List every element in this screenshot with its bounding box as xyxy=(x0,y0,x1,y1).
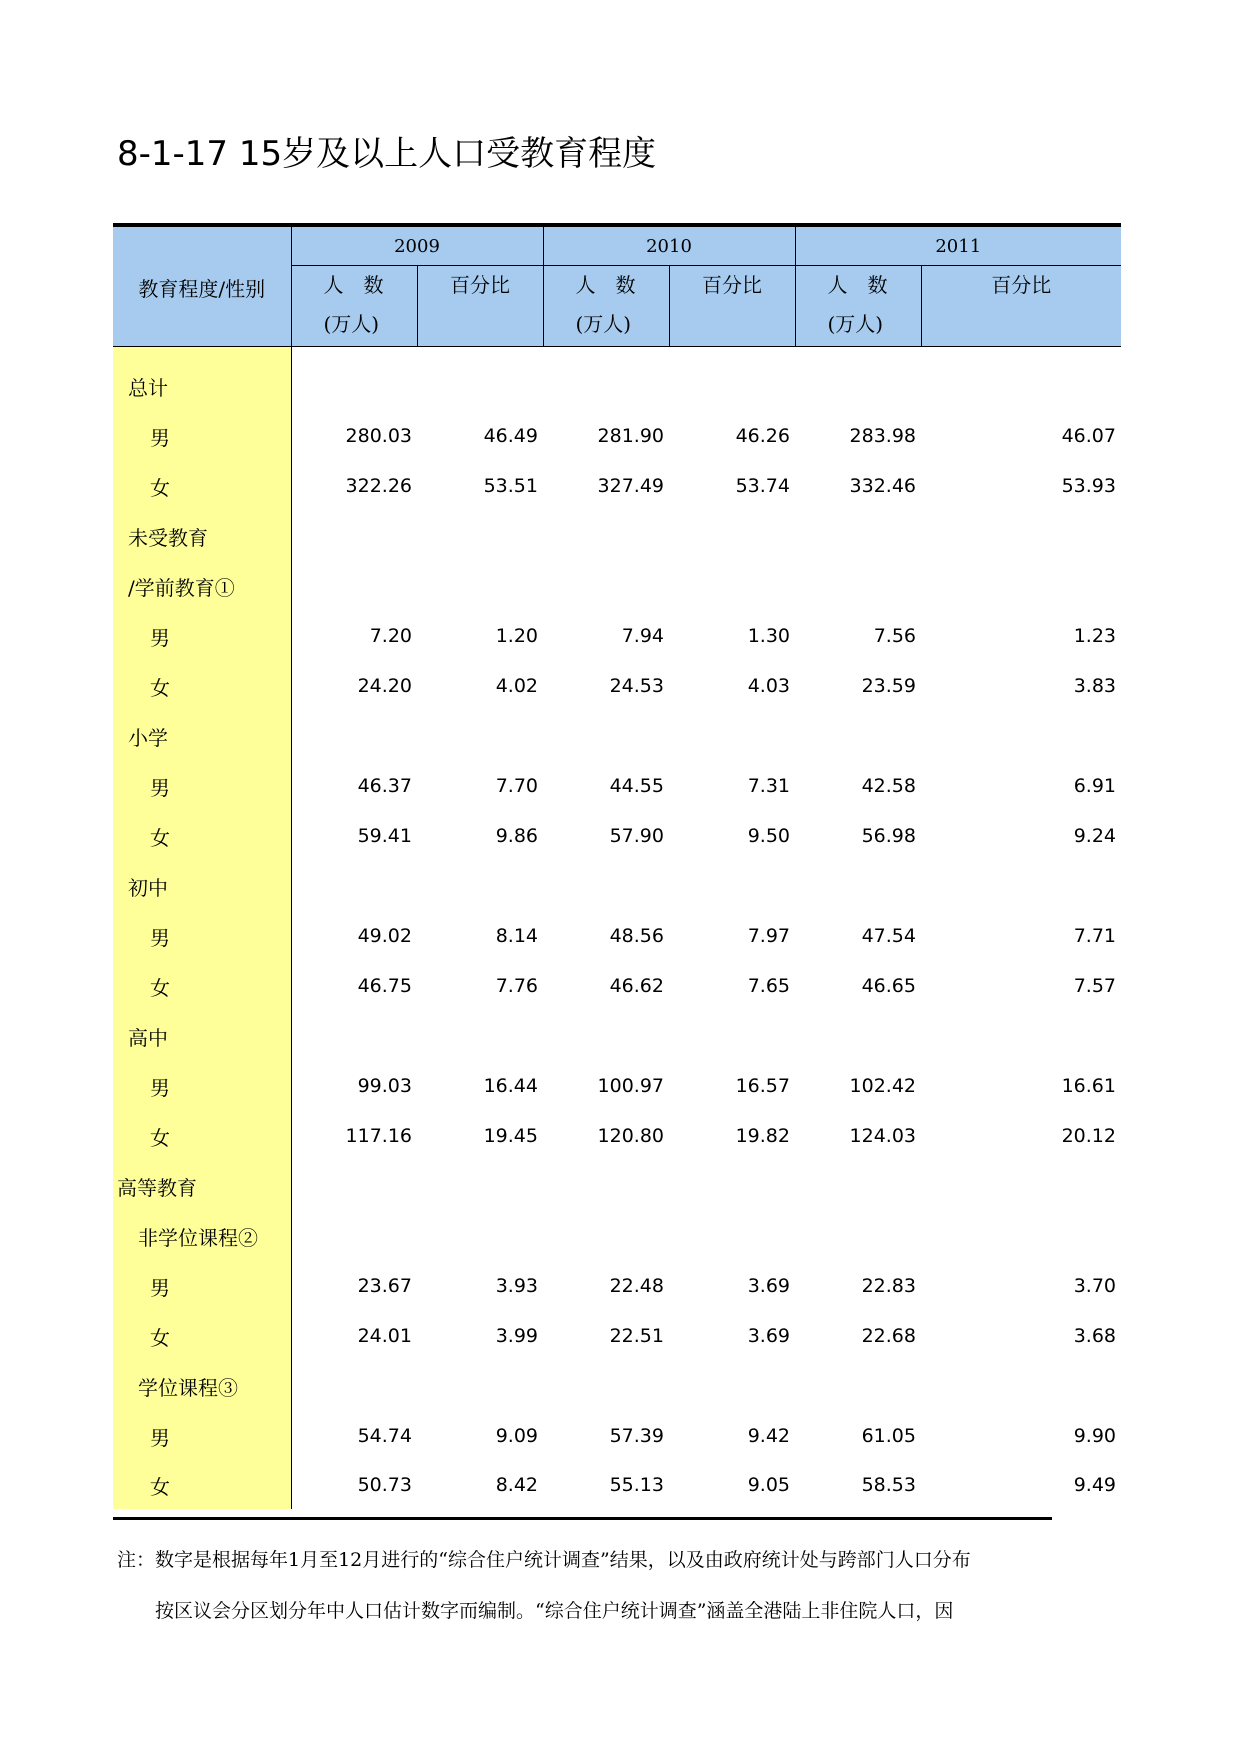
page-title: 8-1-17 15岁及以上人口受教育程度 xyxy=(117,134,657,174)
count-cell: 46.37 xyxy=(357,775,412,797)
row-label: 男 xyxy=(113,1261,291,1311)
count-cell: 7.20 xyxy=(369,625,412,647)
count-cell: 100.97 xyxy=(597,1075,664,1097)
percent-cell xyxy=(921,361,1121,411)
row-label: 男 xyxy=(113,611,291,661)
count-cell: 61.05 xyxy=(861,1425,916,1447)
count-cell xyxy=(543,1211,669,1261)
count-cell: 55.13 xyxy=(609,1474,664,1496)
table-row xyxy=(113,861,1121,911)
count-header xyxy=(291,266,417,347)
row-label: 非学位课程② xyxy=(113,1211,291,1261)
percent-cell: 9.86 xyxy=(495,825,538,847)
count-cell xyxy=(291,1361,417,1411)
count-cell xyxy=(795,861,921,911)
percent-cell xyxy=(669,1211,795,1261)
count-cell: 24.01 xyxy=(357,1325,412,1347)
count-cell xyxy=(543,861,669,911)
table-row xyxy=(113,961,1121,1011)
percent-cell: 53.74 xyxy=(735,475,790,497)
count-cell xyxy=(291,561,417,611)
count-cell: 22.48 xyxy=(609,1275,664,1297)
percent-cell: 16.61 xyxy=(1061,1075,1116,1097)
row-label: 女 xyxy=(113,1111,291,1161)
count-cell xyxy=(795,1361,921,1411)
row-label: 高等教育 xyxy=(113,1161,291,1211)
percent-cell: 46.07 xyxy=(1061,425,1116,447)
count-cell xyxy=(543,361,669,411)
count-cell: 46.65 xyxy=(861,975,916,997)
count-cell xyxy=(543,1361,669,1411)
row-label: 女 xyxy=(113,1311,291,1361)
count-header-line1: 人 数 xyxy=(827,273,888,297)
count-cell: 46.62 xyxy=(609,975,664,997)
percent-cell xyxy=(417,1211,543,1261)
percent-cell: 7.71 xyxy=(1073,925,1116,947)
percent-cell: 3.69 xyxy=(747,1325,790,1347)
percent-cell: 9.50 xyxy=(747,825,790,847)
percent-cell xyxy=(921,561,1121,611)
percent-cell: 1.23 xyxy=(1073,625,1116,647)
percent-cell: 3.70 xyxy=(1073,1275,1116,1297)
percent-cell xyxy=(669,1361,795,1411)
count-cell: 58.53 xyxy=(861,1474,916,1496)
count-cell: 57.39 xyxy=(609,1425,664,1447)
count-cell xyxy=(543,1161,669,1211)
count-cell xyxy=(543,711,669,761)
count-cell: 22.51 xyxy=(609,1325,664,1347)
percent-cell: 16.44 xyxy=(483,1075,538,1097)
count-cell xyxy=(795,1161,921,1211)
row-label: 小学 xyxy=(113,711,291,761)
percent-cell: 9.42 xyxy=(747,1425,790,1447)
percent-cell: 1.20 xyxy=(495,625,538,647)
table-row xyxy=(113,911,1121,961)
percent-cell: 7.57 xyxy=(1073,975,1116,997)
count-cell xyxy=(543,1011,669,1061)
count-cell: 48.56 xyxy=(609,925,664,947)
count-cell xyxy=(291,511,417,561)
table-row xyxy=(113,361,1121,411)
count-cell: 7.56 xyxy=(873,625,916,647)
table-row xyxy=(113,1061,1121,1111)
note-line-2: 按区议会分区划分年中人口估计数字而编制。“综合住户统计调查”涵盖全港陆上非住院人口，因 xyxy=(117,1600,954,1622)
year-header-2009: 2009 xyxy=(291,225,543,266)
count-cell: 22.68 xyxy=(861,1325,916,1347)
count-cell xyxy=(795,1211,921,1261)
percent-cell xyxy=(417,711,543,761)
row-label: 男 xyxy=(113,1411,291,1461)
row-label: 学位课程③ xyxy=(113,1361,291,1411)
row-label: 女 xyxy=(113,1461,291,1509)
percent-cell xyxy=(669,1011,795,1061)
count-cell xyxy=(795,561,921,611)
count-cell: 99.03 xyxy=(357,1075,412,1097)
percent-cell xyxy=(417,361,543,411)
count-cell xyxy=(291,1211,417,1261)
table-row xyxy=(113,1111,1121,1161)
count-cell xyxy=(795,511,921,561)
percent-header: 百分比 xyxy=(417,266,543,347)
row-label: 男 xyxy=(113,1061,291,1111)
count-cell: 23.59 xyxy=(861,675,916,697)
table-row xyxy=(113,661,1121,711)
percent-header: 百分比 xyxy=(921,266,1121,347)
count-cell: 22.83 xyxy=(861,1275,916,1297)
row-label: 男 xyxy=(113,911,291,961)
count-cell xyxy=(291,711,417,761)
count-cell xyxy=(291,361,417,411)
count-cell: 24.20 xyxy=(357,675,412,697)
percent-cell: 20.12 xyxy=(1061,1125,1116,1147)
percent-cell xyxy=(669,511,795,561)
row-label: 未受教育 xyxy=(113,511,291,561)
count-header-line2: (万人) xyxy=(323,312,380,336)
percent-cell xyxy=(921,711,1121,761)
table-bottom-border xyxy=(113,1517,1052,1520)
percent-cell xyxy=(921,1361,1121,1411)
count-cell: 322.26 xyxy=(345,475,412,497)
table-row xyxy=(113,611,1121,661)
row-label: 女 xyxy=(113,661,291,711)
percent-cell: 53.51 xyxy=(483,475,538,497)
percent-cell: 3.69 xyxy=(747,1275,790,1297)
count-cell: 57.90 xyxy=(609,825,664,847)
table-row xyxy=(113,1011,1121,1061)
count-header-line2: (万人) xyxy=(575,312,632,336)
percent-cell: 46.26 xyxy=(735,425,790,447)
count-header xyxy=(795,266,921,347)
percent-cell xyxy=(417,861,543,911)
row-label: /学前教育① xyxy=(113,561,291,611)
percent-cell xyxy=(417,1011,543,1061)
count-cell: 23.67 xyxy=(357,1275,412,1297)
table-row xyxy=(113,761,1121,811)
percent-cell: 9.09 xyxy=(495,1425,538,1447)
percent-cell: 3.83 xyxy=(1073,675,1116,697)
percent-cell: 7.65 xyxy=(747,975,790,997)
percent-cell: 46.49 xyxy=(483,425,538,447)
table-row xyxy=(113,1411,1121,1461)
row-label: 初中 xyxy=(113,861,291,911)
count-cell: 327.49 xyxy=(597,475,664,497)
percent-cell: 7.70 xyxy=(495,775,538,797)
count-cell xyxy=(543,561,669,611)
percent-cell: 3.93 xyxy=(495,1275,538,1297)
education-table xyxy=(113,223,1121,1509)
percent-cell xyxy=(921,1161,1121,1211)
percent-cell xyxy=(669,711,795,761)
count-cell: 117.16 xyxy=(345,1125,412,1147)
percent-cell: 8.14 xyxy=(495,925,538,947)
percent-cell: 7.97 xyxy=(747,925,790,947)
count-cell xyxy=(291,861,417,911)
percent-cell: 1.30 xyxy=(747,625,790,647)
percent-cell xyxy=(417,511,543,561)
count-cell: 56.98 xyxy=(861,825,916,847)
percent-cell: 16.57 xyxy=(735,1075,790,1097)
table-row xyxy=(113,461,1121,511)
row-label: 男 xyxy=(113,761,291,811)
percent-cell xyxy=(921,861,1121,911)
row-label: 女 xyxy=(113,461,291,511)
percent-cell xyxy=(417,561,543,611)
count-header-line1: 人 数 xyxy=(575,273,636,297)
count-cell: 42.58 xyxy=(861,775,916,797)
count-cell xyxy=(291,1161,417,1211)
table-row xyxy=(113,1361,1121,1411)
percent-cell: 9.90 xyxy=(1073,1425,1116,1447)
count-cell: 7.94 xyxy=(621,625,664,647)
count-header xyxy=(543,266,669,347)
table-row xyxy=(113,561,1121,611)
row-label: 女 xyxy=(113,811,291,861)
count-cell: 281.90 xyxy=(597,425,664,447)
header-year-row xyxy=(113,225,1121,266)
count-cell xyxy=(795,711,921,761)
percent-cell xyxy=(669,361,795,411)
count-cell: 24.53 xyxy=(609,675,664,697)
percent-cell: 7.76 xyxy=(495,975,538,997)
percent-cell: 3.68 xyxy=(1073,1325,1116,1347)
count-cell: 47.54 xyxy=(861,925,916,947)
table-row xyxy=(113,411,1121,461)
table-row xyxy=(113,811,1121,861)
percent-cell: 53.93 xyxy=(1061,475,1116,497)
count-cell xyxy=(543,511,669,561)
percent-cell xyxy=(417,1161,543,1211)
percent-header: 百分比 xyxy=(669,266,795,347)
spacer-row xyxy=(113,347,1121,362)
count-cell: 280.03 xyxy=(345,425,412,447)
row-label: 总计 xyxy=(113,361,291,411)
row-label: 男 xyxy=(113,411,291,461)
count-cell: 46.75 xyxy=(357,975,412,997)
percent-cell: 9.05 xyxy=(747,1474,790,1496)
percent-cell xyxy=(669,1161,795,1211)
label-cell xyxy=(113,347,291,362)
count-cell: 59.41 xyxy=(357,825,412,847)
count-header-line1: 人 数 xyxy=(323,273,384,297)
count-cell: 49.02 xyxy=(357,925,412,947)
table-row xyxy=(113,1261,1121,1311)
count-cell xyxy=(795,1011,921,1061)
table-row xyxy=(113,1311,1121,1361)
table-row xyxy=(113,511,1121,561)
percent-cell: 8.42 xyxy=(495,1474,538,1496)
count-header-line2: (万人) xyxy=(827,312,884,336)
count-cell: 124.03 xyxy=(849,1125,916,1147)
percent-cell xyxy=(669,561,795,611)
percent-cell xyxy=(417,1361,543,1411)
count-cell: 120.80 xyxy=(597,1125,664,1147)
percent-cell: 9.24 xyxy=(1073,825,1116,847)
table-row xyxy=(113,711,1121,761)
count-cell: 283.98 xyxy=(849,425,916,447)
corner-header: 教育程度/性别 xyxy=(113,225,291,347)
row-label: 高中 xyxy=(113,1011,291,1061)
count-cell xyxy=(795,361,921,411)
data-table-sheet xyxy=(113,223,1116,1517)
count-cell: 50.73 xyxy=(357,1474,412,1496)
count-cell xyxy=(291,1011,417,1061)
year-header-2011: 2011 xyxy=(795,225,1121,266)
table-row xyxy=(113,1461,1121,1509)
percent-cell: 6.91 xyxy=(1073,775,1116,797)
percent-cell xyxy=(921,511,1121,561)
row-label: 女 xyxy=(113,961,291,1011)
count-cell: 102.42 xyxy=(849,1075,916,1097)
count-cell: 54.74 xyxy=(357,1425,412,1447)
percent-cell: 4.02 xyxy=(495,675,538,697)
count-cell: 44.55 xyxy=(609,775,664,797)
percent-cell xyxy=(669,861,795,911)
table-row xyxy=(113,1211,1121,1261)
percent-cell xyxy=(921,1211,1121,1261)
percent-cell: 19.82 xyxy=(735,1125,790,1147)
table-row xyxy=(113,1161,1121,1211)
percent-cell xyxy=(921,1011,1121,1061)
percent-cell: 4.03 xyxy=(747,675,790,697)
percent-cell: 9.49 xyxy=(1073,1474,1116,1496)
percent-cell: 3.99 xyxy=(495,1325,538,1347)
percent-cell: 7.31 xyxy=(747,775,790,797)
count-cell: 332.46 xyxy=(849,475,916,497)
note-line-1: 注：数字是根据每年1月至12月进行的“综合住户统计调查”结果，以及由政府统计处与跨部门人口分布 xyxy=(117,1549,971,1571)
percent-cell: 19.45 xyxy=(483,1125,538,1147)
year-header-2010: 2010 xyxy=(543,225,795,266)
